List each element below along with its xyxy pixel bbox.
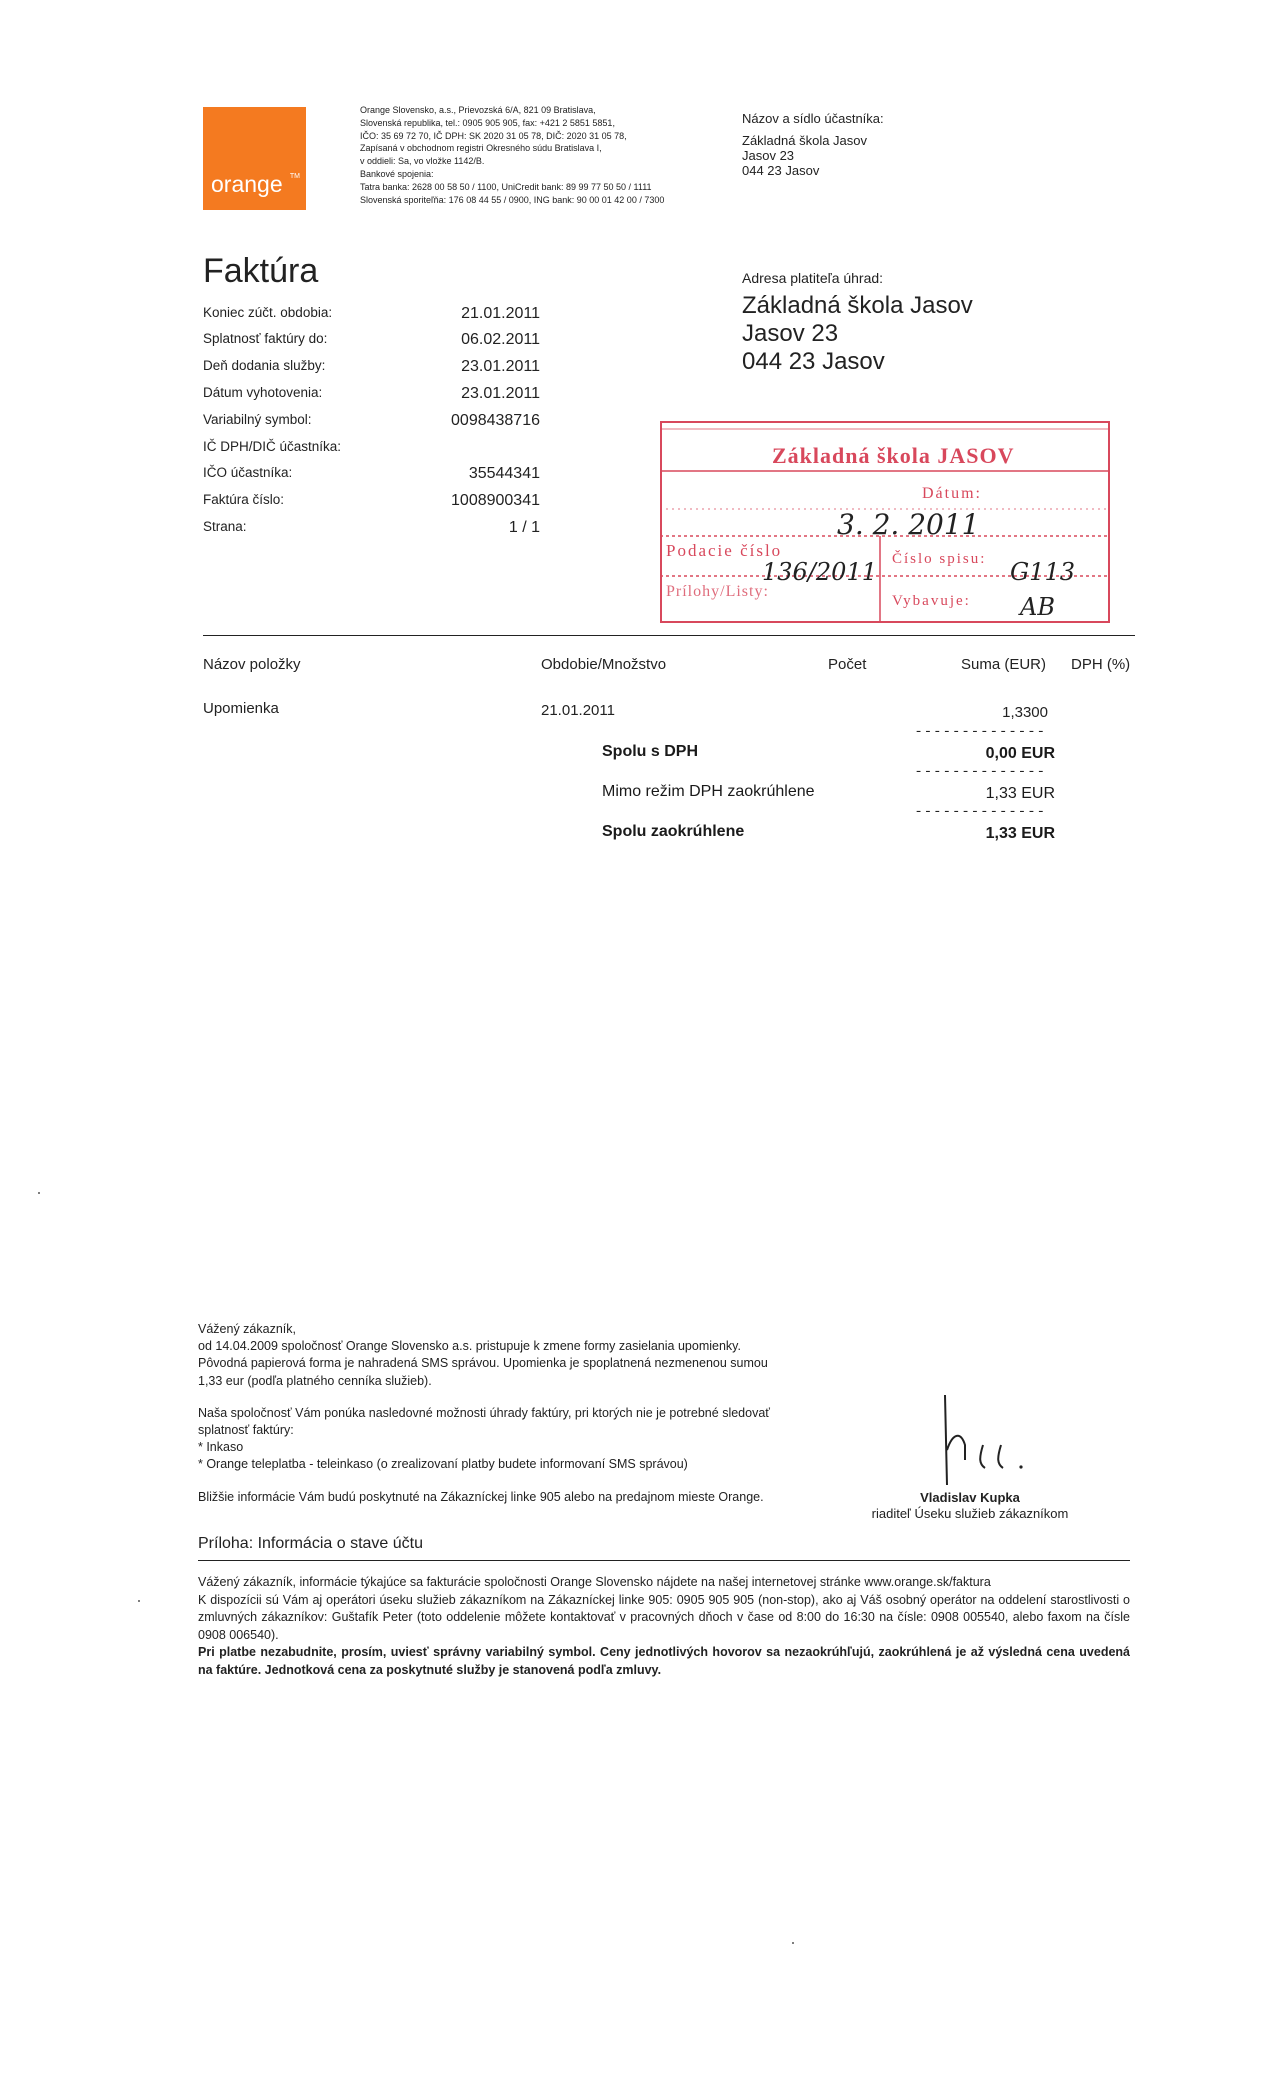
dash-separator: -------------- <box>914 804 1046 820</box>
letter-line: od 14.04.2009 spoločnosť Orange Slovensko a.s. pristupuje k zmene formy zasielania upomienky. <box>198 1339 741 1354</box>
letter-line: Bližšie informácie Vám budú poskytnuté na Zákazníckej linke 905 alebo na predajnom mieste Orange. <box>198 1489 764 1504</box>
scan-speck <box>792 1942 794 1944</box>
info-label: IČ DPH/DIČ účastníka: <box>203 439 342 454</box>
total-value: 0,00 EUR <box>985 745 1055 762</box>
total-value: 1,33 EUR <box>985 785 1055 802</box>
item-name: Upomienka <box>203 700 279 717</box>
footer-paragraph: Pri platbe nezabudnite, prosím, uviesť správny variabilný symbol. Ceny jednotlivých hovorov sa nezaokrúhľujú, zaokrúhlená je až výsledná cena uvedená na faktúre. Jednotková cena za poskytnuté služby je stanovená podľa zmluvy. <box>198 1645 1130 1677</box>
participant-label: Názov a sídlo účastníka: <box>742 111 884 126</box>
signer-name: Vladislav Kupka <box>920 1490 1020 1505</box>
stamp-reg-label: Podacie číslo <box>666 541 783 560</box>
company-line: Slovenská sporiteľňa: 176 08 44 55 / 0900, ING bank: 90 00 01 42 00 / 7300 <box>360 194 665 205</box>
dash-separator: -------------- <box>914 724 1046 740</box>
company-line: Slovenská republika, tel.: 0905 905 905, fax: +421 2 5851 5851, <box>360 117 615 128</box>
company-line: Tatra banka: 2628 00 58 50 / 1100, UniCredit bank: 89 99 77 50 50 / 1111 <box>360 181 652 192</box>
col-header-item: Názov položky <box>203 656 301 673</box>
dash-separator: -------------- <box>914 764 1046 780</box>
payer-city: 044 23 Jasov <box>742 348 885 375</box>
col-header-sum: Suma (EUR) <box>961 656 1047 673</box>
participant-street: Jasov 23 <box>742 148 795 163</box>
participant-address <box>742 111 884 178</box>
info-value: 23.01.2011 <box>461 358 540 375</box>
info-value: 06.02.2011 <box>461 331 540 348</box>
company-line: Orange Slovensko, a.s., Prievozská 6/A, 821 09 Bratislava, <box>360 105 596 115</box>
stamp-handler-label: Vybavuje: <box>892 593 971 609</box>
stamp-handler-value: AB <box>1020 593 1055 621</box>
company-line: IČO: 35 69 72 70, IČ DPH: SK 2020 31 05 78, DIČ: 2020 31 05 78, <box>360 130 627 141</box>
payer-address <box>742 270 973 376</box>
logo-text: orange <box>211 171 283 197</box>
company-line: Zapísaná v obchodnom registri Okresného súdu Bratislava I, <box>360 143 602 154</box>
stamp-reg-value: 136/2011 <box>762 558 877 586</box>
total-value: 1,33 EUR <box>985 825 1055 842</box>
info-value: 0098438716 <box>451 412 540 429</box>
stamp-title: Základná škola JASOV <box>772 443 1015 468</box>
account-info <box>198 1574 1130 1679</box>
item-sum: 1,3300 <box>1002 704 1048 721</box>
payer-street: Jasov 23 <box>742 320 839 347</box>
letter-line: * Orange teleplatba - teleinkaso (o zrealizovaní platby budete informovaní SMS správou) <box>198 1457 688 1472</box>
total-label: Mimo režim DPH zaokrúhlene <box>602 783 815 800</box>
company-line: v oddieli: Sa, vo vložke 1142/B. <box>360 156 485 167</box>
stamp-attach-label: Prílohy/Listy: <box>666 583 769 600</box>
col-header-vat: DPH (%) <box>1071 656 1131 673</box>
info-value: 23.01.2011 <box>461 385 540 402</box>
participant-city: 044 23 Jasov <box>742 163 820 178</box>
orange-logo <box>203 107 306 210</box>
item-period: 21.01.2011 <box>541 702 615 719</box>
col-header-count: Počet <box>828 656 867 673</box>
col-header-period: Obdobie/Množstvo <box>541 656 667 673</box>
info-value: 1 / 1 <box>508 519 540 536</box>
customer-letter <box>198 1321 818 1506</box>
footer-paragraph: K dispozícii sú Vám aj operátori úseku služieb zákazníkom na Zákazníckej linke 905: 0905 905 905 (non-stop), ako aj Váš osobný operátor na oddelení starostlivosti o zmluvných zákazníkov: Guštafík Peter (toto oddelenie môžete kontaktovať v pracovných dňoch v čase od 8:00 do 16:30 na čísle: 0908 005540, alebo faxom na čísle 0908 006540). <box>198 1592 1130 1642</box>
participant-name: Základná škola Jasov <box>742 133 868 148</box>
table-divider <box>203 635 1135 636</box>
info-label: Dátum vyhotovenia: <box>203 385 323 400</box>
letter-greeting: Vážený zákazník, <box>198 1322 296 1336</box>
handwritten-signature <box>905 1390 1065 1490</box>
stamp-file-label: Číslo spisu: <box>892 551 987 567</box>
info-label: Variabilný symbol: <box>203 412 312 427</box>
signer-block <box>830 1490 1110 1522</box>
total-label: Spolu s DPH <box>602 743 699 760</box>
scan-speck <box>138 1600 140 1602</box>
info-label: Koniec zúčt. obdobia: <box>203 305 333 320</box>
annex-divider <box>198 1560 1130 1561</box>
annex-heading: Príloha: Informácia o stave účtu <box>198 1535 423 1552</box>
letter-line: Pôvodná papierová forma je nahradená SMS správou. Upomienka je spoplatnená nezmenenou sumou <box>198 1356 768 1371</box>
info-label: Strana: <box>203 519 247 534</box>
stamp-file-value: G113 <box>1010 558 1075 586</box>
invoice-title: Faktúra <box>203 252 319 290</box>
info-label: IČO účastníka: <box>203 465 293 480</box>
info-label: Deň dodania služby: <box>203 358 326 373</box>
payer-label: Adresa platiteľa úhrad: <box>742 270 884 286</box>
info-label: Splatnosť faktúry do: <box>203 331 328 346</box>
scan-speck <box>38 1192 40 1194</box>
footer-paragraph: Vážený zákazník, informácie týkajúce sa fakturácie spoločnosti Orange Slovensko nájdete na našej internetovej stránke www.orange.sk/faktura <box>198 1575 991 1589</box>
letter-line: 1,33 eur (podľa platného cenníka služieb). <box>198 1373 432 1388</box>
info-value: 21.01.2011 <box>461 305 540 322</box>
payer-name: Základná škola Jasov <box>742 292 973 319</box>
signer-role: riaditeľ Úseku služieb zákazníkom <box>871 1506 1069 1521</box>
stamp-date-value: 3. 2. 2011 <box>837 508 980 541</box>
company-line: Bankové spojenia: <box>360 168 434 179</box>
registry-stamp <box>660 421 1110 623</box>
letter-line: Naša spoločnosť Vám ponúka nasledovné možnosti úhrady faktúry, pri ktorých nie je potrebné sledovať <box>198 1405 770 1420</box>
info-value: 35544341 <box>468 465 540 482</box>
stamp-date-label: Dátum: <box>922 485 982 502</box>
letter-line: * Inkaso <box>198 1440 244 1455</box>
logo-trademark: TM <box>289 173 300 180</box>
letter-line: splatnosť faktúry: <box>198 1423 294 1438</box>
info-label: Faktúra číslo: <box>203 492 285 507</box>
total-label: Spolu zaokrúhlene <box>602 823 745 840</box>
company-info <box>360 104 680 206</box>
info-value: 1008900341 <box>451 492 540 509</box>
